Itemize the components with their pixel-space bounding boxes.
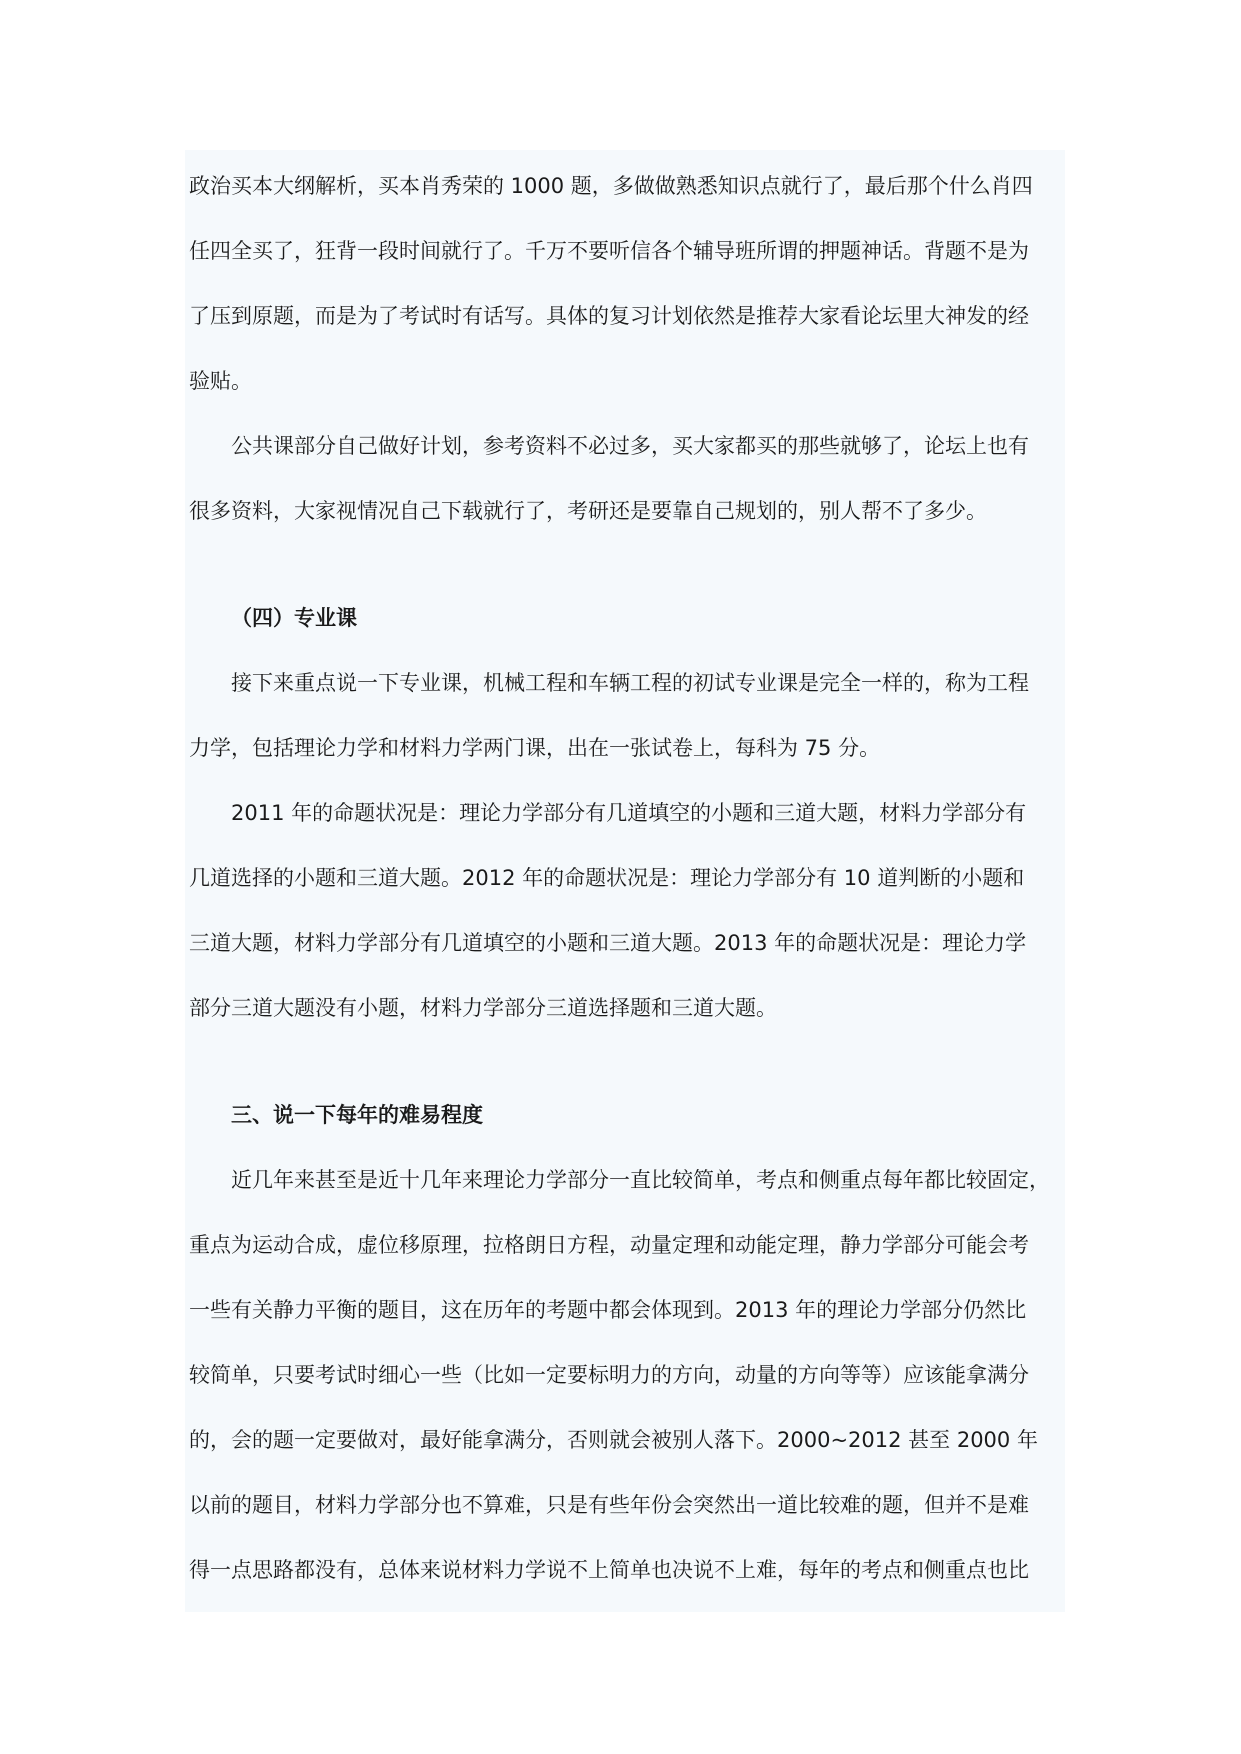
text-line: 以前的题目，材料力学部分也不算难，只是有些年份会突然出一道比较难的题，但并不是难	[189, 1493, 1029, 1517]
text-line: 得一点思路都没有，总体来说材料力学说不上简单也决说不上难，每年的考点和侧重点也比	[189, 1558, 1029, 1582]
text-line: 很多资料，大家视情况自己下载就行了，考研还是要靠自己规划的，别人帮不了多少。	[189, 499, 987, 523]
paragraph-professional-intro	[189, 651, 1069, 781]
text-line: 任四全买了，狂背一段时间就行了。千万不要听信各个辅导班所谓的押题神话。背题不是为	[189, 239, 1029, 263]
text-line: 2011 年的命题状况是：理论力学部分有几道填空的小题和三道大题，材料力学部分有	[231, 801, 1027, 825]
text-line: 公共课部分自己做好计划，参考资料不必过多，买大家都买的那些就够了，论坛上也有	[231, 434, 1029, 458]
text-line: 一些有关静力平衡的题目，这在历年的考题中都会体现到。2013 年的理论力学部分仍然比	[189, 1298, 1027, 1322]
text-line: 验贴。	[189, 369, 252, 393]
paragraph-difficulty	[189, 1148, 1069, 1603]
section-heading-difficulty: 三、说一下每年的难易程度	[231, 1103, 483, 1127]
text-line: 的，会的题一定要做对，最好能拿满分，否则就会被别人落下。2000~2012 甚至 2000 年	[189, 1428, 1038, 1452]
paragraph-politics	[189, 154, 1069, 414]
text-line: 了压到原题，而是为了考试时有话写。具体的复习计划依然是推荐大家看论坛里大神发的经	[189, 304, 1029, 328]
text-line: 接下来重点说一下专业课，机械工程和车辆工程的初试专业课是完全一样的，称为工程	[231, 671, 1029, 695]
paragraph-gap	[189, 544, 1069, 586]
paragraph-gap	[189, 1041, 1069, 1083]
text-line: 较简单，只要考试时细心一些（比如一定要标明力的方向，动量的方向等等）应该能拿满分	[189, 1363, 1029, 1387]
text-line: 政治买本大纲解析，买本肖秀荣的 1000 题，多做做熟悉知识点就行了，最后那个什么肖四	[189, 174, 1033, 198]
section-heading-professional-course: （四）专业课	[231, 606, 357, 630]
text-line: 力学，包括理论力学和材料力学两门课，出在一张试卷上，每科为 75 分。	[189, 736, 881, 760]
document-body	[189, 154, 1069, 1603]
text-line: 几道选择的小题和三道大题。2012 年的命题状况是：理论力学部分有 10 道判断的小题和	[189, 866, 1025, 890]
text-line: 三道大题，材料力学部分有几道填空的小题和三道大题。2013 年的命题状况是：理论力学	[189, 931, 1027, 955]
text-line: 近几年来甚至是近十几年来理论力学部分一直比较简单，考点和侧重点每年都比较固定，	[231, 1168, 1050, 1192]
paragraph-public-courses	[189, 414, 1069, 544]
paragraph-exam-format	[189, 781, 1069, 1041]
text-line: 部分三道大题没有小题，材料力学部分三道选择题和三道大题。	[189, 996, 777, 1020]
text-line: 重点为运动合成，虚位移原理，拉格朗日方程，动量定理和动能定理，静力学部分可能会考	[189, 1233, 1029, 1257]
